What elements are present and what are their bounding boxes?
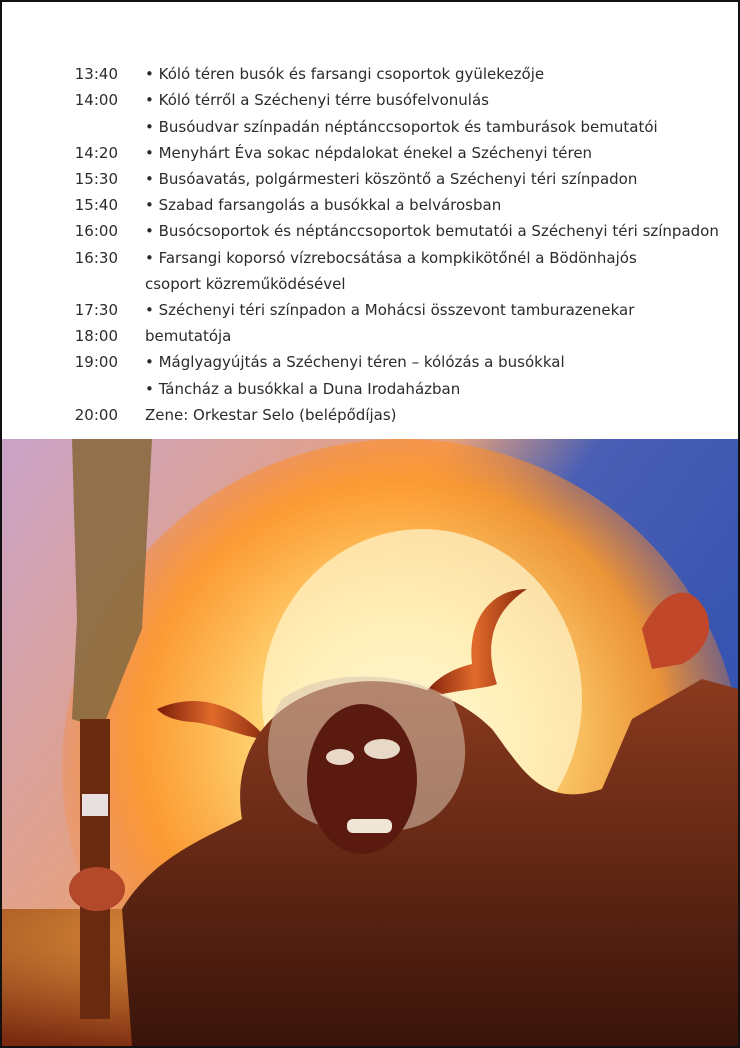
schedule-event: • Menyhárt Éva sokac népdalokat énekel a Széchenyi téren: [145, 144, 593, 162]
program-schedule: [2, 2, 738, 438]
schedule-time: 14:20: [74, 144, 118, 162]
schedule-row: [2, 166, 738, 192]
schedule-time: 17:30: [74, 301, 118, 319]
schedule-row: [2, 61, 738, 87]
schedule-event: Zene: Orkestar Selo (belépődíjas): [145, 406, 397, 424]
schedule-row: [2, 218, 738, 244]
schedule-event: • Busóudvar színpadán néptánccsoportok és tamburások bemutatói: [145, 118, 658, 136]
schedule-time: 14:00: [74, 91, 118, 109]
schedule-time: 19:00: [74, 353, 118, 371]
schedule-time: 13:40: [74, 65, 118, 83]
schedule-time: 16:30: [74, 249, 118, 267]
schedule-event: • Farsangi koporsó vízrebocsátása a kompkikötőnél a Bödönhajós: [145, 249, 637, 267]
schedule-row: [2, 140, 738, 166]
schedule-event: • Kóló térről a Széchenyi térre busófelvonulás: [145, 91, 489, 109]
schedule-row: [2, 87, 738, 113]
schedule-time: 18:00: [74, 327, 118, 345]
schedule-time: 15:40: [74, 196, 118, 214]
schedule-row: [2, 297, 738, 323]
schedule-row: [2, 192, 738, 218]
schedule-event: bemutatója: [145, 327, 232, 345]
schedule-row: [2, 114, 738, 140]
schedule-row: [2, 271, 738, 297]
schedule-event: • Táncház a busókkal a Duna Irodaházban: [145, 380, 461, 398]
schedule-event: • Széchenyi téri színpadon a Mohácsi összevont tamburazenekar: [145, 301, 635, 319]
schedule-event: • Szabad farsangolás a busókkal a belvárosban: [145, 196, 502, 214]
schedule-time: 16:00: [74, 222, 118, 240]
schedule-row: [2, 323, 738, 349]
schedule-event: • Busócsoportok és néptánccsoportok bemutatói a Széchenyi téri színpadon: [145, 222, 719, 240]
busó-mask-bonfire-photo: [2, 439, 738, 1046]
schedule-row: [2, 245, 738, 271]
schedule-event: • Busóavatás, polgármesteri köszöntő a Széchenyi téri színpadon: [145, 170, 638, 188]
schedule-time: 15:30: [74, 170, 118, 188]
schedule-event: csoport közreműködésével: [145, 275, 346, 293]
schedule-time: 20:00: [74, 406, 118, 424]
schedule-row: [2, 376, 738, 402]
schedule-row: [2, 349, 738, 375]
schedule-row: [2, 402, 738, 428]
schedule-event: • Kóló téren busók és farsangi csoportok gyülekezője: [145, 65, 545, 83]
schedule-event: • Máglyagyújtás a Széchenyi téren – kólózás a busókkal: [145, 353, 565, 371]
